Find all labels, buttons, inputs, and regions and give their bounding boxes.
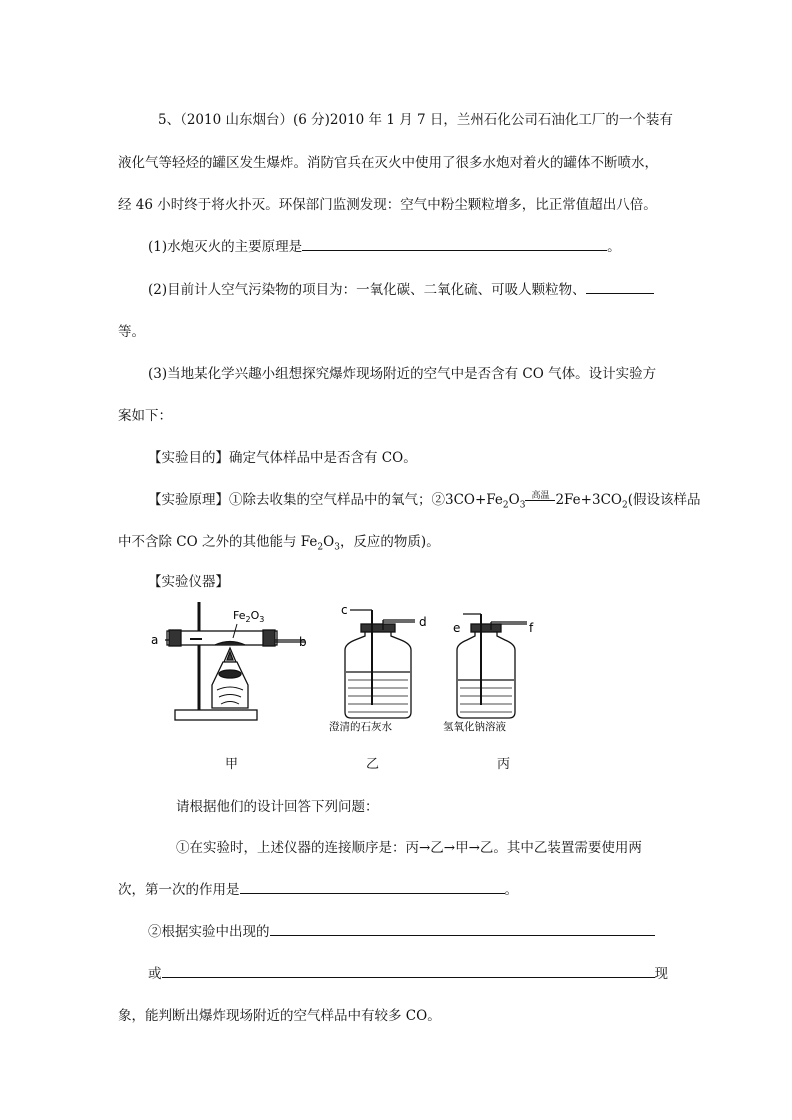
part1-answer-blank[interactable] — [302, 238, 607, 251]
experiment-principle-2 — [118, 530, 440, 553]
principle-sub-2: 3 — [519, 500, 526, 511]
principle2-text-a: 中不含除 CO 之外的其他能与 Fe — [118, 534, 318, 550]
question-header-line — [158, 108, 673, 128]
sub-question-1-line-1: ①在实验时，上述仪器的连接顺序是：丙→乙→甲→乙。其中乙装置需要使用两 — [176, 840, 642, 856]
question-intro-3: 经 46 小时终于将火扑灭。环保部门监测发现：空气中粉尘颗粒增多，比正常值超出八倍。 — [118, 197, 657, 213]
label-d: d — [419, 615, 427, 629]
answer-intro: 请根据他们的设计回答下列问题： — [176, 799, 379, 815]
part1-end: 。 — [607, 239, 621, 255]
part2-line — [148, 278, 654, 298]
apparatus-title: 【实验仪器】 — [148, 574, 229, 590]
principle-text-a: 【实验原理】①除去收集的空气样品中的氧气；②3CO+Fe — [148, 492, 503, 508]
principle2-sub-1: 2 — [317, 542, 324, 553]
principle-text-c: 2Fe+3CO — [555, 492, 622, 508]
caption-bing: 丙 — [497, 757, 511, 772]
part1-text: (1)水炮灭火的主要原理是 — [148, 239, 303, 255]
limewater-label: 澄清的石灰水 — [329, 721, 392, 733]
q2-or: 或 — [148, 966, 162, 982]
q2-answer-blank-1[interactable] — [270, 923, 655, 936]
part2-answer-blank[interactable] — [586, 281, 654, 294]
caption-yi: 乙 — [366, 757, 380, 772]
sub-question-1-line-2 — [118, 878, 518, 898]
principle2-text-c: ，反应的物质)。 — [339, 534, 440, 550]
sub-question-2-line-2 — [148, 962, 668, 982]
principle-text-b: O — [508, 492, 520, 508]
experiment-principle-1 — [148, 488, 701, 511]
part2-continuation: 等。 — [118, 324, 145, 340]
experiment-purpose: 【实验目的】确定气体样品中是否含有 CO。 — [148, 450, 417, 466]
part2-text: (2)目前计人空气污染物的项目为：一氧化碳、二氧化硫、可吸人颗粒物、 — [148, 282, 586, 298]
apparatus-yi — [345, 610, 415, 718]
sub-question-2-line-1 — [148, 920, 655, 940]
reaction-condition — [525, 493, 555, 504]
principle-sub-3: 2 — [621, 500, 628, 511]
caption-jia: 甲 — [225, 757, 239, 772]
question-intro-1: （2010 山东烟台）(6 分)2010 年 1 月 7 日，兰州石化公司石油化工厂的一个装有 — [180, 112, 673, 128]
label-b: b — [299, 635, 307, 649]
fe2o3-label: $Fe_2O_3$ — [233, 609, 265, 624]
label-a: a — [151, 633, 159, 647]
principle-text-d: (假设该样品 — [627, 492, 701, 508]
apparatus-bing — [457, 614, 527, 718]
label-e: e — [453, 621, 461, 635]
q1-text: 次，第一次的作用是 — [118, 882, 240, 898]
principle2-text-b: O — [323, 534, 335, 550]
principle2-sub-2: 3 — [334, 542, 340, 553]
question-number: 5、 — [158, 112, 181, 128]
part3-line-2: 案如下： — [118, 408, 172, 424]
label-c: c — [341, 603, 348, 617]
sub-question-2-line-3: 象，能判断出爆炸现场附近的空气样品中有较多 CO。 — [118, 1008, 441, 1024]
q2-answer-blank-2[interactable] — [162, 965, 655, 978]
apparatus-figure — [145, 600, 565, 740]
question-intro-2: 液化气等轻烃的罐区发生爆炸。消防官兵在灭火中使用了很多水炮对着火的罐体不断喷水， — [118, 155, 658, 171]
naoh-label: 氢氧化钠溶液 — [443, 721, 506, 733]
part3-line-1: (3)当地某化学兴趣小组想探究爆炸现场附近的空气中是否含有 CO 气体。设计实验方 — [148, 366, 657, 382]
part1-line — [148, 235, 621, 255]
q2-xian: 现 — [654, 966, 668, 982]
reaction-condition-label: 高温 — [531, 491, 550, 501]
label-f: f — [529, 621, 534, 635]
q2-text: ②根据实验中出现的 — [148, 924, 270, 940]
q1-end: 。 — [504, 882, 518, 898]
principle-sub-1: 2 — [502, 500, 509, 511]
q1-answer-blank[interactable] — [240, 881, 505, 894]
